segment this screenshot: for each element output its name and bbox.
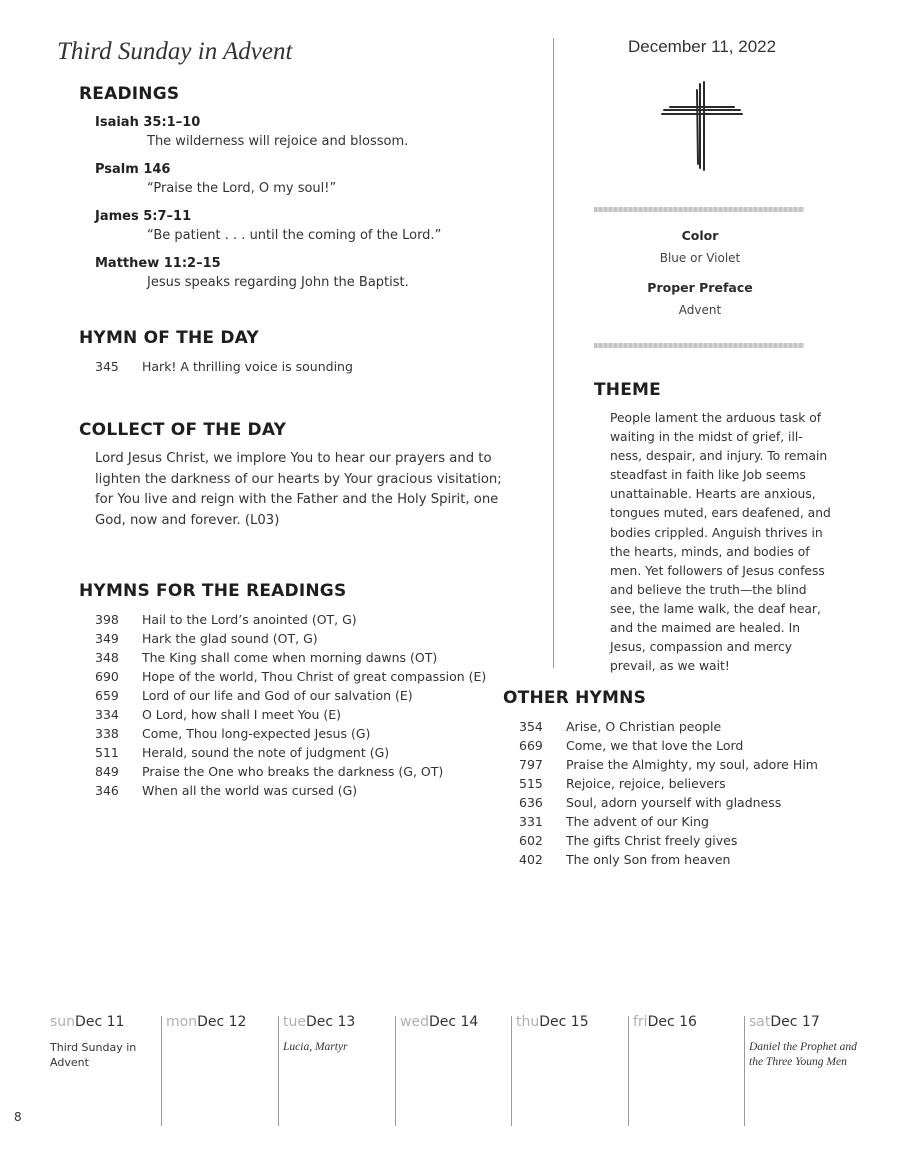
- hymn-number: 515: [519, 776, 543, 791]
- hymn-number: 349: [95, 631, 119, 646]
- theme-text: [610, 409, 830, 676]
- calendar-divider: [744, 1016, 745, 1126]
- other-hymns-list: [519, 717, 818, 869]
- readings-list: [95, 113, 535, 301]
- hymn-row: [519, 850, 818, 869]
- hymn-of-day-heading: HYMN OF THE DAY: [79, 328, 259, 348]
- hymn-row: [95, 629, 486, 648]
- day-date: Dec 16: [647, 1014, 697, 1030]
- hymn-title: The King shall come when morning dawns (OT): [142, 650, 438, 665]
- theme-line: unattainable. Hearts are anxious,: [610, 487, 816, 502]
- proper-preface: [600, 279, 800, 319]
- hymns-readings-heading: HYMNS FOR THE READINGS: [79, 581, 347, 601]
- theme-line: ness, despair, and injury. To remain: [610, 449, 828, 464]
- hymn-number: 849: [95, 764, 119, 779]
- hymn-row: [95, 610, 486, 629]
- hymn-number: 345: [95, 359, 119, 374]
- calendar-day-fri: [633, 1014, 697, 1030]
- page-number: 8: [14, 1110, 22, 1124]
- hymn-title: The only Son from heaven: [566, 852, 731, 867]
- reading-item: [95, 254, 535, 301]
- reading-reference: Matthew 11:2–15: [95, 256, 221, 271]
- calendar-divider: [161, 1016, 162, 1126]
- other-hymns-heading: OTHER HYMNS: [503, 688, 647, 708]
- hymn-number: 348: [95, 650, 119, 665]
- theme-line: bodies crippled. Anguish thrives in: [610, 525, 823, 540]
- day-name: fri: [633, 1014, 648, 1030]
- hymn-title: The gifts Christ freely gives: [566, 833, 738, 848]
- collect-line: Lord Jesus Christ, we implore You to hear our prayers and to: [95, 451, 492, 466]
- hymn-row: [519, 831, 818, 850]
- theme-line: tongues muted, ears deafened, and: [610, 506, 831, 521]
- hymn-row: [519, 774, 818, 793]
- theme-line: and believe the truth—the blind: [610, 582, 807, 597]
- hymn-row: [519, 736, 818, 755]
- calendar-day-mon: [166, 1014, 246, 1030]
- hymn-title: When all the world was cursed (G): [142, 783, 358, 798]
- hymn-title: Come, Thou long-expected Jesus (G): [142, 726, 371, 741]
- hymn-title: Hope of the world, Thou Christ of great compassion (E): [142, 669, 487, 684]
- theme-line: prevail, as we wait!: [610, 659, 730, 674]
- calendar-divider: [628, 1016, 629, 1126]
- theme-line: steadfast in faith like Job seems: [610, 468, 806, 483]
- day-date: Dec 13: [305, 1014, 356, 1030]
- reading-item: [95, 113, 535, 160]
- reading-summary: “Be patient . . . until the coming of the Lord.”: [147, 228, 442, 243]
- page-title: Third Sunday in Advent: [57, 38, 293, 65]
- calendar-divider: [511, 1016, 512, 1126]
- sidebar-rule: [594, 343, 804, 348]
- hymn-number: 797: [519, 757, 543, 772]
- hymn-row: [95, 686, 486, 705]
- hymn-title: Lord of our life and God of our salvation (E): [142, 688, 413, 703]
- hymn-title: Praise the One who breaks the darkness (G, OT): [142, 764, 444, 779]
- day-name: wed: [400, 1014, 429, 1030]
- hymn-number: 398: [95, 612, 119, 627]
- hymn-title: Come, we that love the Lord: [566, 738, 744, 753]
- collect-line: God, now and forever. (L03): [95, 512, 280, 528]
- day-name: tue: [283, 1014, 306, 1030]
- liturgical-color: [600, 227, 800, 267]
- hymn-number: 346: [95, 783, 119, 798]
- theme-line: and the maimed are healed. In: [610, 621, 801, 636]
- theme-line: Jesus, compassion and mercy: [610, 640, 793, 655]
- reading-reference: Isaiah 35:1–10: [95, 115, 201, 130]
- sidebar-rule: [594, 207, 804, 212]
- hymn-row: [95, 781, 486, 800]
- hymn-title: Hark the glad sound (OT, G): [142, 631, 318, 646]
- reading-reference: Psalm 146: [95, 162, 171, 177]
- hymn-row: [519, 793, 818, 812]
- day-name: mon: [166, 1014, 198, 1030]
- hymn-row: [519, 717, 818, 736]
- hymn-number: 690: [95, 669, 119, 684]
- color-value: Blue or Violet: [659, 251, 741, 265]
- hymn-number: 669: [519, 738, 543, 753]
- hymn-title: Arise, O Christian people: [566, 719, 722, 734]
- collect-text: [95, 449, 535, 531]
- hymn-row: [95, 648, 486, 667]
- collect-line: lighten the darkness of our hearts by Your gracious visitation;: [95, 471, 502, 487]
- day-date: Dec 11: [75, 1014, 125, 1030]
- hymn-row: [95, 705, 486, 724]
- reading-item: [95, 207, 535, 254]
- cross-icon: [660, 80, 744, 172]
- calendar-day-sun: [50, 1014, 124, 1030]
- column-divider: [553, 38, 554, 668]
- theme-heading: THEME: [594, 380, 661, 400]
- hymn-row: [95, 724, 486, 743]
- hymn-row: [95, 667, 486, 686]
- hymn-number: 659: [95, 688, 119, 703]
- hymn-row: [519, 755, 818, 774]
- theme-line: see, the lame walk, the deaf hear,: [610, 601, 821, 616]
- calendar-day-tue: [283, 1014, 355, 1030]
- day-name: sat: [749, 1014, 771, 1030]
- day-date: Dec 14: [428, 1014, 479, 1030]
- hymn-number: 636: [519, 795, 543, 810]
- hymn-title: Hark! A thrilling voice is sounding: [142, 359, 353, 374]
- hymn-title: Rejoice, rejoice, believers: [566, 776, 726, 791]
- hymn-title: The advent of our King: [566, 814, 709, 829]
- hymn-title: Hail to the Lord’s anointed (OT, G): [142, 612, 357, 627]
- hymn-number: 331: [519, 814, 543, 829]
- collect-line: for You live and reign with the Father and the Holy Spirit, one: [95, 492, 499, 507]
- reading-reference: James 5:7–11: [95, 209, 192, 224]
- reading-summary: Jesus speaks regarding John the Baptist.: [147, 275, 409, 290]
- hymn-title: Praise the Almighty, my soul, adore Him: [566, 757, 818, 772]
- theme-line: the hearts, minds, and bodies of: [610, 544, 810, 559]
- hymn-title: O Lord, how shall I meet You (E): [142, 707, 342, 722]
- hymn-title: Herald, sound the note of judgment (G): [142, 745, 390, 760]
- calendar-divider: [278, 1016, 279, 1126]
- color-label: Color: [681, 228, 719, 243]
- hymn-of-day-row: [95, 357, 353, 376]
- readings-heading: READINGS: [79, 84, 180, 104]
- theme-line: People lament the arduous task of: [610, 411, 822, 425]
- day-date: Dec 12: [197, 1014, 247, 1030]
- reading-item: [95, 160, 535, 207]
- calendar-divider: [395, 1016, 396, 1126]
- hymn-row: [95, 743, 486, 762]
- day-date: Dec 17: [770, 1014, 820, 1030]
- collect-heading: COLLECT OF THE DAY: [79, 420, 287, 440]
- hymn-number: 511: [95, 745, 119, 760]
- day-name: thu: [516, 1014, 540, 1030]
- hymn-number: 602: [519, 833, 543, 848]
- reading-summary: “Praise the Lord, O my soul!”: [147, 181, 337, 196]
- hymn-number: 402: [519, 852, 543, 867]
- hymn-number: 334: [95, 707, 119, 722]
- hymn-number: 354: [519, 719, 543, 734]
- calendar-note: Daniel the Prophet and the Three Young Men: [749, 1041, 857, 1068]
- reading-summary: The wilderness will rejoice and blossom.: [147, 134, 409, 149]
- hymn-row: [519, 812, 818, 831]
- hymn-title: Soul, adorn yourself with gladness: [566, 795, 782, 810]
- day-date: Dec 15: [539, 1014, 589, 1030]
- preface-label: Proper Preface: [647, 280, 753, 295]
- theme-line: waiting in the midst of grief, ill-: [610, 430, 803, 445]
- day-name: sun: [50, 1014, 76, 1030]
- preface-value: Advent: [678, 303, 722, 317]
- calendar-day-wed: [400, 1014, 478, 1030]
- calendar-day-thu: [516, 1014, 589, 1030]
- theme-line: men. Yet followers of Jesus confess: [610, 563, 825, 578]
- calendar-note: Lucia, Martyr: [283, 1041, 348, 1053]
- service-date: December 11, 2022: [628, 37, 777, 56]
- calendar-note: Third Sunday in Advent: [50, 1041, 137, 1069]
- calendar-day-sat: [749, 1014, 820, 1030]
- hymns-readings-list: [95, 610, 486, 800]
- hymn-row: [95, 762, 486, 781]
- hymn-number: 338: [95, 726, 119, 741]
